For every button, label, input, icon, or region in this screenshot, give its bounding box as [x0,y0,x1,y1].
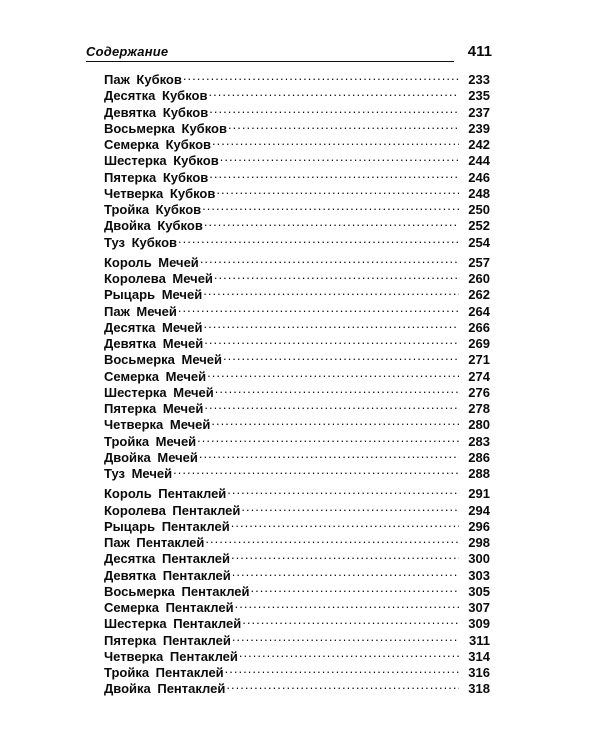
dot-leader [226,677,459,693]
toc-entry-page: 294 [468,502,490,518]
dot-leader [220,149,459,165]
dot-leader [239,645,459,661]
toc-entry-page: 300 [468,551,490,567]
dot-leader [178,300,459,316]
dot-leader [232,629,459,645]
dot-leader [200,251,459,267]
toc-entry-title: Девятка Кубков [104,104,209,120]
toc-entry-page: 250 [468,202,490,217]
toc-entry-title: Шестерка Пентаклей [104,616,242,632]
dot-leader [223,348,459,364]
toc-entry-title: Восьмерка Мечей [104,352,223,368]
header-title: Содержание [86,44,169,59]
toc-entry-page: 283 [468,433,490,449]
toc-entry-page: 305 [468,583,490,599]
toc-entry [104,251,490,270]
toc-entry-page: 239 [468,120,490,136]
dot-leader [231,515,459,531]
toc-entry-title: Королева Пентаклей [104,502,241,518]
dot-leader [214,267,459,283]
toc-entry-page: 252 [468,218,490,234]
toc-entry-page: 233 [468,72,490,87]
toc-entry-page: 291 [468,486,490,502]
toc-entry-title: Шестерка Кубков [104,153,219,169]
toc-entry-page: 274 [468,368,490,384]
toc-entry-title: Паж Мечей [104,303,177,319]
toc-entry-page: 318 [468,681,490,697]
toc-group [104,68,490,250]
dot-leader [203,283,459,299]
toc-entry-page: 237 [468,104,490,120]
dot-leader [209,101,459,117]
toc-entry-page: 311 [469,632,490,648]
toc-entry-title: Король Мечей [104,254,199,270]
toc-entry-title: Девятка Мечей [104,336,204,351]
toc-entry-page: 307 [468,600,490,615]
dot-leader [242,612,459,628]
toc-entry-page: 264 [468,303,490,319]
toc-entry-title: Рыцарь Мечей [104,287,203,303]
toc-entry-title: Восьмерка Кубков [104,120,227,136]
dot-leader [208,84,459,100]
toc-entry-title: Король Пентаклей [104,486,227,502]
dot-leader [183,68,459,84]
toc-entry-title: Рыцарь Пентаклей [104,518,230,534]
toc-entry-page: 286 [468,449,490,465]
dot-leader [204,214,459,230]
toc-entry-title: Тройка Мечей [104,433,197,449]
toc-entry-title: Десятка Кубков [104,88,208,104]
dot-leader [207,365,459,381]
toc-entry-page: 266 [468,319,490,335]
dot-leader [197,430,459,446]
dot-leader [205,531,459,547]
toc-entry-title: Двойка Пентаклей [104,681,226,697]
toc-entry-title: Четверка Мечей [104,417,211,433]
toc-entry-page: 280 [468,417,490,433]
toc-entry-page: 271 [468,352,490,368]
dot-leader [251,580,459,596]
toc-entry-page: 254 [468,234,490,250]
toc-entry [104,68,490,87]
toc-entry-page: 316 [468,665,490,680]
toc-entry-title: Тройка Кубков [104,202,202,217]
dot-leader [209,166,459,182]
toc-entry-title: Пятерка Пентаклей [104,632,231,648]
toc-entry-title: Десятка Мечей [104,319,203,335]
toc-entry-title: Восьмерка Пентаклей [104,583,250,599]
toc-entry-title: Девятка Пентаклей [104,567,231,583]
header-rule [86,61,454,62]
toc-entry-page: 303 [468,567,490,583]
toc-entry-page: 242 [468,137,490,152]
dot-leader [228,117,459,133]
toc-entry-title: Четверка Пентаклей [104,648,238,664]
toc-entry-page: 278 [468,401,490,416]
dot-leader [202,198,459,214]
dot-leader [212,133,459,149]
dot-leader [235,596,459,612]
dot-leader [225,661,459,677]
toc-group [104,482,490,697]
dot-leader [204,397,459,413]
toc-entry-title: Семерка Кубков [104,137,212,152]
toc-entry-page: 269 [468,336,490,351]
dot-leader [211,413,459,429]
toc-entry-page: 235 [468,88,490,104]
toc-entry-title: Двойка Мечей [104,449,198,465]
dot-leader [232,564,459,580]
toc-entry-title: Пятерка Кубков [104,169,209,185]
toc-entry-title: Шестерка Мечей [104,384,214,400]
toc-entry-title: Семерка Пентаклей [104,600,234,615]
toc-entry-page: 296 [468,518,490,534]
dot-leader [231,547,459,563]
toc-entry-title: Королева Мечей [104,271,213,286]
toc-entry-page: 257 [468,254,490,270]
table-of-contents [104,68,490,697]
dot-leader [241,499,459,515]
toc-entry-page: 246 [468,169,490,185]
dot-leader [173,462,459,478]
toc-entry-page: 248 [468,185,490,201]
toc-entry-page: 260 [468,271,490,286]
toc-group [104,251,490,479]
toc-entry-page: 288 [468,466,490,481]
running-header [86,44,492,64]
toc-entry-page: 244 [468,153,490,169]
dot-leader [215,381,459,397]
dot-leader [204,316,459,332]
toc-entry-page: 262 [468,287,490,303]
dot-leader [178,231,459,247]
toc-entry-title: Пятерка Мечей [104,401,204,416]
toc-entry-title: Туз Мечей [104,466,173,481]
toc-entry [104,482,490,502]
toc-entry-title: Четверка Кубков [104,185,216,201]
toc-entry-title: Тройка Пентаклей [104,665,224,680]
dot-leader [199,446,459,462]
dot-leader [227,482,459,498]
toc-entry-page: 298 [468,535,490,550]
toc-entry-page: 314 [468,648,490,664]
toc-entry-title: Паж Кубков [104,72,182,87]
toc-entry-page: 276 [468,384,490,400]
toc-entry-title: Двойка Кубков [104,218,203,234]
dot-leader [216,182,459,198]
toc-entry-title: Десятка Пентаклей [104,551,231,567]
toc-entry-title: Паж Пентаклей [104,535,205,550]
toc-entry-title: Семерка Мечей [104,368,207,384]
dot-leader [204,332,459,348]
toc-entry-title: Туз Кубков [104,234,178,250]
header-page-number: 411 [467,43,492,60]
toc-entry-page: 309 [468,616,490,632]
